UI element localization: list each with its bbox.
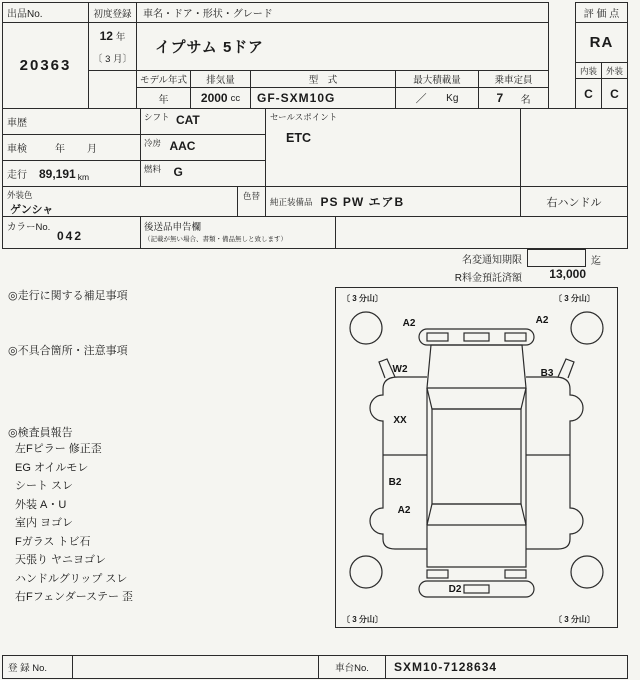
mileage-value: 89,191 xyxy=(39,166,76,181)
shift-value: CAT xyxy=(175,113,200,127)
tire-tread-rear-right: 〔 3 分山〕 xyxy=(554,615,595,624)
inspector-item: 右Fフェンダーステー 歪 xyxy=(15,591,134,603)
mileage-unit: km xyxy=(77,172,90,182)
displacement-unit: cc xyxy=(230,92,241,104)
registration-no-label: 登 録 No. xyxy=(2,655,73,679)
inspection-value: 年 月 xyxy=(55,144,103,155)
front-plate xyxy=(464,333,489,341)
chassis-no-value: SXM10-7128634 xyxy=(385,655,628,679)
max-load-label: 最大積載量 xyxy=(395,70,479,88)
wheel-front-left xyxy=(350,312,382,344)
first-registration-value xyxy=(88,22,137,71)
color-change-label: 色替 xyxy=(237,186,266,217)
max-load-unit: Kg xyxy=(446,92,459,104)
capacity-value xyxy=(478,87,549,109)
hood xyxy=(427,345,526,388)
name-change-until: 迄 xyxy=(591,256,601,267)
color-no-cell xyxy=(2,216,141,249)
later-goods-cell xyxy=(140,216,336,249)
name-change-deadline-box xyxy=(527,249,586,267)
tire-tread-rear-left: 〔 3 分山〕 xyxy=(342,615,383,624)
inspector-report-list xyxy=(15,440,133,607)
capacity-unit: 名 xyxy=(520,94,531,106)
recycle-fee-label: R料金預託済額 xyxy=(454,273,522,284)
exterior-color-label: 外装色 xyxy=(7,190,33,200)
inspection-label: 車検 xyxy=(7,144,27,155)
trunk xyxy=(427,525,526,567)
damage-code-left-door: XX xyxy=(393,415,407,426)
exterior-color-cell xyxy=(2,186,238,217)
rear-light-left xyxy=(427,570,448,578)
history-label: 車歴 xyxy=(2,108,141,135)
displacement-value xyxy=(190,87,251,109)
model-year-label: モデル年式 xyxy=(136,70,191,88)
mileage-label: 走行 xyxy=(7,170,27,181)
wheel-rear-right xyxy=(571,556,603,588)
sales-point-value: ETC xyxy=(286,131,311,145)
interior-score: C xyxy=(575,78,602,109)
sales-point-cell xyxy=(265,108,521,187)
shift-label: シフト xyxy=(144,112,170,122)
inspector-item: シート スレ xyxy=(15,480,74,492)
inspector-item: 左Fピラー 修正歪 xyxy=(15,443,102,455)
ac-cell xyxy=(140,134,266,161)
sales-point-label: セールスポイント xyxy=(270,112,338,122)
model-year-value: 年 xyxy=(136,87,191,109)
wheel-front-right xyxy=(571,312,603,344)
capacity-label: 乗車定員 xyxy=(478,70,549,88)
chassis-no-label: 車台No. xyxy=(318,655,386,679)
name-change-deadline-label: 名変通知期限 xyxy=(462,255,522,266)
empty-bottom-cell xyxy=(335,216,628,249)
equipment-cell xyxy=(265,186,521,217)
equipment-label: 純正装備品 xyxy=(270,196,313,207)
max-load-value xyxy=(395,87,479,109)
tire-tread-front-right: 〔 3 分山〕 xyxy=(554,294,595,303)
front-light-left xyxy=(427,333,448,341)
ac-value: AAC xyxy=(169,139,196,153)
empty-right-cell xyxy=(520,108,628,187)
ac-label: 冷房 xyxy=(144,138,162,148)
model-code-value: GF-SXM10G xyxy=(250,87,396,109)
exhibit-no-value: 20363 xyxy=(2,22,89,109)
right-side-panel xyxy=(526,377,583,549)
right-mirror xyxy=(558,359,574,378)
inspector-report-title: ◎検査員報告 xyxy=(8,427,73,439)
wheel-rear-left xyxy=(350,556,382,588)
car-damage-diagram xyxy=(336,288,617,627)
inspector-item: ハンドルグリップ スレ xyxy=(15,572,128,585)
car-title-value: イプサム 5ドア xyxy=(136,22,549,71)
first-reg-year: 12 xyxy=(99,29,113,43)
rear-bumper xyxy=(419,581,534,597)
mileage-note-title: ◎走行に関する補足事項 xyxy=(8,290,128,302)
front-bumper xyxy=(419,329,534,345)
car-diagram-box xyxy=(335,287,618,628)
inspector-item: 天張り ヤニヨゴレ xyxy=(15,554,107,566)
equipment-value: PS PW エアB xyxy=(320,195,405,209)
exhibit-no-label: 出品No. xyxy=(2,2,89,23)
max-load-slash: ／ xyxy=(415,93,427,105)
rear-window xyxy=(427,504,526,525)
inspector-item: Fガラス トビ石 xyxy=(15,535,91,548)
fuel-cell xyxy=(140,160,266,187)
later-goods-note: （記載が無い場合、書類・備品無しと致します） xyxy=(144,236,287,243)
windshield xyxy=(427,388,526,409)
interior-label: 内装 xyxy=(575,62,602,79)
displacement-number: 2000 xyxy=(200,91,228,105)
exterior-color-value: ゲンシャ xyxy=(10,204,54,216)
mileage-cell xyxy=(2,160,141,187)
damage-code-front-left: A2 xyxy=(402,318,416,329)
damage-code-left-rear: B2 xyxy=(388,477,402,488)
damage-code-left-mirror: W2 xyxy=(392,364,408,375)
left-side-panel xyxy=(370,377,427,549)
score-label: 評 価 点 xyxy=(575,2,628,23)
car-title-label: 車名・ドア・形状・グレード xyxy=(136,2,549,23)
color-no-value: 042 xyxy=(57,229,84,243)
front-light-right xyxy=(505,333,526,341)
exterior-score: C xyxy=(601,78,628,109)
inspector-item: 室内 ヨゴレ xyxy=(15,517,74,529)
later-goods-label: 後送品申告欄 xyxy=(144,222,202,233)
rear-plate xyxy=(464,585,489,593)
damage-code-right-front: B3 xyxy=(540,368,554,379)
steering-value: 右ハンドル xyxy=(520,186,628,217)
rear-light-right xyxy=(505,570,526,578)
first-reg-month: 〔 3 月〕 xyxy=(92,54,133,65)
shift-cell xyxy=(140,108,266,135)
first-registration-label: 初度登録 xyxy=(88,2,137,23)
defect-title: ◎不具合箇所・注意事項 xyxy=(8,345,128,357)
model-code-label: 型 式 xyxy=(250,70,396,88)
fuel-value: G xyxy=(173,165,183,179)
damage-code-front-right: A2 xyxy=(535,315,549,326)
spacer-cell xyxy=(88,70,137,109)
roof xyxy=(432,409,521,504)
tire-tread-front-left: 〔 3 分山〕 xyxy=(342,294,383,303)
inspector-item: 外装 A・U xyxy=(15,498,67,511)
displacement-label: 排気量 xyxy=(190,70,251,88)
damage-code-left-rear-corner: A2 xyxy=(397,505,411,516)
capacity-number: 7 xyxy=(496,91,504,105)
inspection-cell xyxy=(2,134,141,161)
color-no-label: カラーNo. xyxy=(7,222,51,233)
recycle-fee-value: 13,000 xyxy=(549,267,586,281)
score-value: RA xyxy=(575,22,628,63)
first-reg-year-unit: 年 xyxy=(115,32,126,43)
registration-no-value xyxy=(72,655,319,679)
damage-code-rear-bumper: D2 xyxy=(448,584,462,595)
exterior-label: 外装 xyxy=(601,62,628,79)
fuel-label: 燃料 xyxy=(144,164,162,174)
inspector-item: EG オイルモレ xyxy=(15,461,89,474)
